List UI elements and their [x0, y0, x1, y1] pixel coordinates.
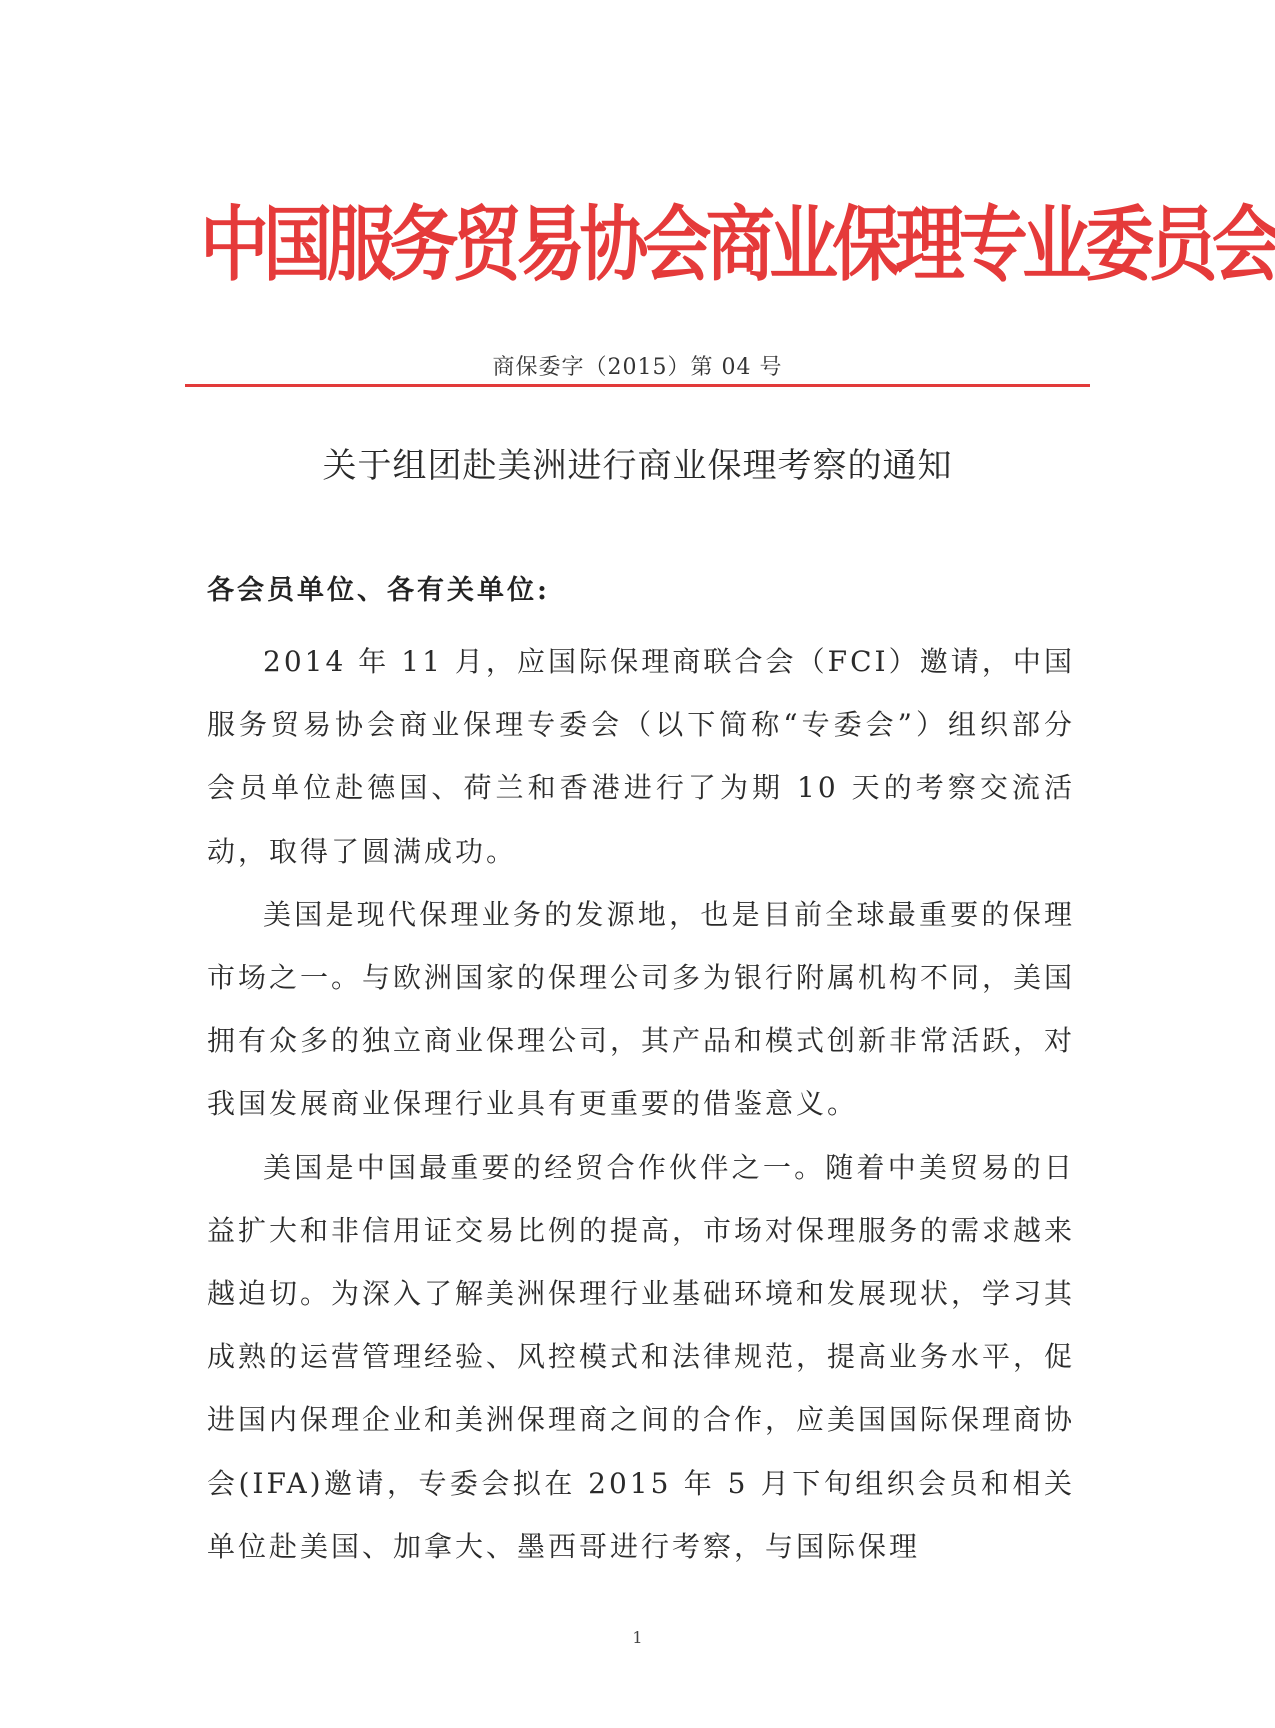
notice-title: 关于组团赴美洲进行商业保理考察的通知	[322, 446, 953, 486]
paragraph: 2014 年 11 月，应国际保理商联合会（FCI）邀请，中国服务贸易协会商业保理专委会（以下简称“专委会”）组织部分会员单位赴德国、荷兰和香港进行了为期 10 天的考察交流活动，取得了圆满成功。	[207, 645, 1075, 868]
red-divider-line	[185, 384, 1090, 387]
paragraph: 美国是现代保理业务的发源地，也是目前全球最重要的保理市场之一。与欧洲国家的保理公司多为银行附属机构不同，美国拥有众多的独立商业保理公司，其产品和模式创新非常活跃，对我国发展商业保理行业具有更重要的借鉴意义。	[207, 897, 1076, 1121]
salutation: 各会员单位、各有关单位:	[207, 575, 550, 606]
body-text	[207, 630, 1075, 1578]
organization-letterhead: 中国服务贸易协会商业保理专业委员会	[200, 197, 1275, 293]
page-number: 1	[632, 1628, 643, 1647]
document-number: 商保委字（2015）第 04 号	[492, 355, 783, 380]
paragraph: 美国是中国最重要的经贸合作伙伴之一。随着中美贸易的日益扩大和非信用证交易比例的提高，市场对保理服务的需求越来越迫切。为深入了解美洲保理行业基础环境和发展现状，学习其成熟的运营管理经验、风控模式和法律规范，提高业务水平，促进国内保理企业和美洲保理商之间的合作，应美国国际保理商协会(IFA)邀请，专委会拟在 2015 年 5 月下旬组织会员和相关单位赴美国、加拿大、墨西哥进行考察，与国际保理	[207, 1150, 1076, 1563]
